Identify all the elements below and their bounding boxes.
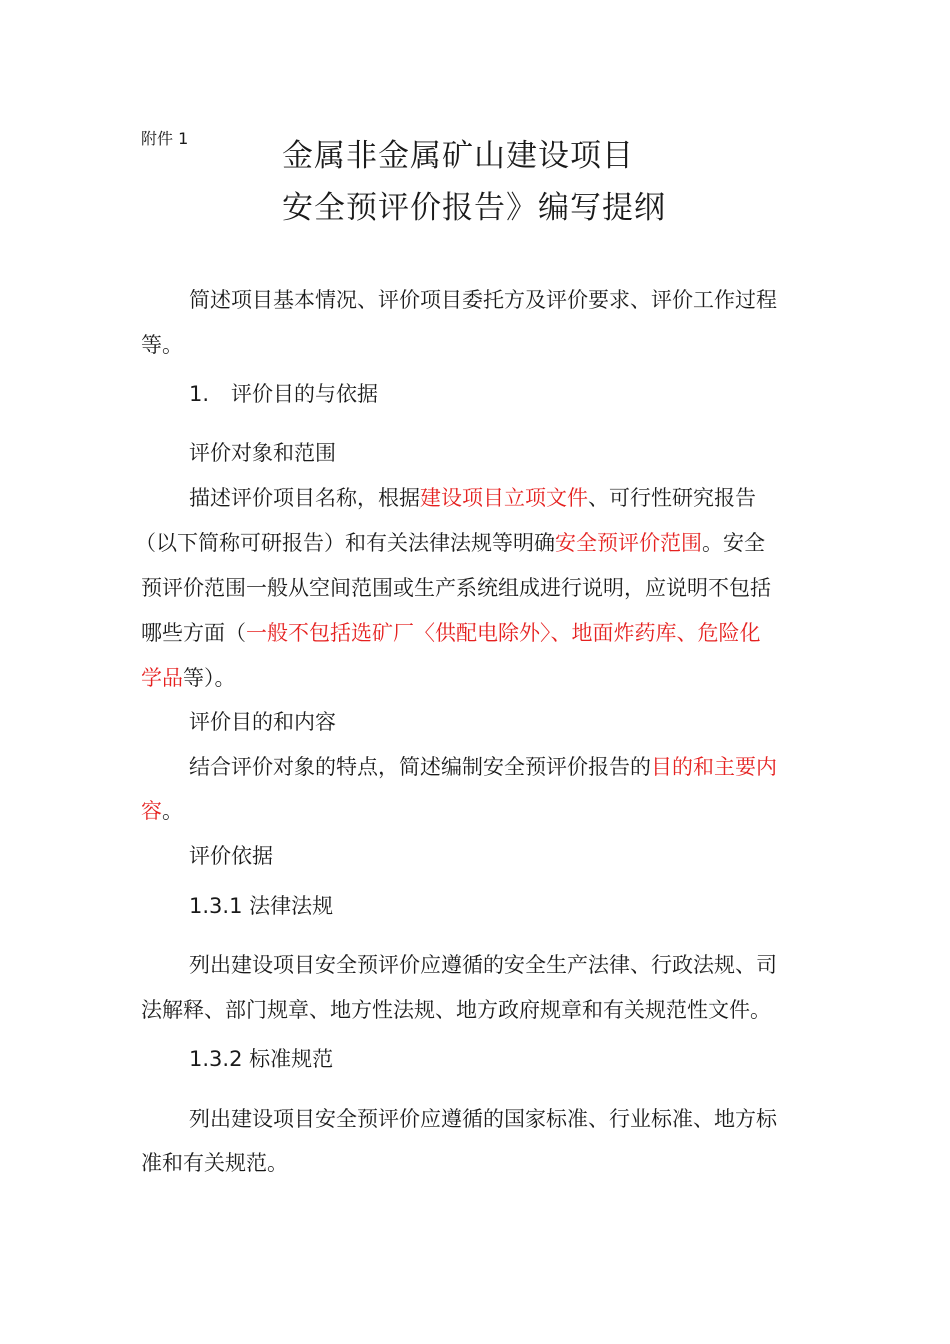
intro-line1: 简述项目基本情况、评价项目委托方及评价要求、评价工作过程 <box>189 288 777 312</box>
basis-sub2-line2: 准和有关规范。 <box>141 1151 288 1175</box>
basis-sub1-title: 1.3.1 法律法规 <box>189 894 334 918</box>
annex-label: 附件 1 <box>141 129 189 148</box>
basis-sub2-title: 1.3.2 标准规范 <box>189 1047 334 1071</box>
scope-line4-text: 哪些方面（ <box>141 621 246 645</box>
basis-sub2-line1: 列出建设项目安全预评价应遵循的国家标准、行业标准、地方标 <box>189 1107 777 1131</box>
purpose-heading: 评价目的和内容 <box>189 710 336 734</box>
scope-line1-text: 描述评价项目名称，根据 <box>189 486 420 510</box>
scope-heading: 评价对象和范围 <box>189 441 336 465</box>
scope-line5-highlight: 学品 <box>141 666 183 690</box>
purpose-line2 <box>141 796 183 826</box>
scope-line5-text-end: 等）。 <box>183 666 236 690</box>
scope-line2-text-end: 。安全 <box>702 531 765 555</box>
scope-line1 <box>189 483 756 513</box>
scope-line4 <box>141 618 761 648</box>
scope-line2-highlight: 安全预评价范围 <box>555 531 702 555</box>
purpose-line1 <box>189 752 777 782</box>
basis-heading: 评价依据 <box>189 844 273 868</box>
document-title-line1: 金属非金属矿山建设项目 <box>282 138 634 174</box>
scope-line4-highlight: 一般不包括选矿厂〈供配电除外〉、地面炸药库、危险化 <box>246 621 761 645</box>
scope-line3: 预评价范围一般从空间范围或生产系统组成进行说明，应说明不包括 <box>141 576 771 600</box>
section1-title: 评价目的与依据 <box>231 382 379 406</box>
scope-line5 <box>141 663 236 693</box>
basis-sub1-line1: 列出建设项目安全预评价应遵循的安全生产法律、行政法规、司 <box>189 953 777 977</box>
section1-heading <box>189 379 378 409</box>
scope-line1-highlight: 建设项目立项文件 <box>420 486 588 510</box>
document-title-line2: 安全预评价报告》编写提纲 <box>282 190 666 226</box>
section1-number: 1. <box>189 382 210 406</box>
purpose-line2-text-end: 。 <box>162 799 183 823</box>
intro-line2: 等。 <box>141 333 183 357</box>
scope-line2-text: （以下简称可研报告）和有关法律法规等明确 <box>135 531 555 555</box>
scope-line1-text-end: 、可行性研究报告 <box>588 486 756 510</box>
purpose-line1-text: 结合评价对象的特点，简述编制安全预评价报告的 <box>189 755 651 779</box>
basis-sub1-line2: 法解释、部门规章、地方性法规、地方政府规章和有关规范性文件。 <box>141 998 771 1022</box>
purpose-line1-highlight: 目的和主要内 <box>651 755 777 779</box>
scope-line2 <box>135 528 765 558</box>
purpose-line2-highlight: 容 <box>141 799 162 823</box>
